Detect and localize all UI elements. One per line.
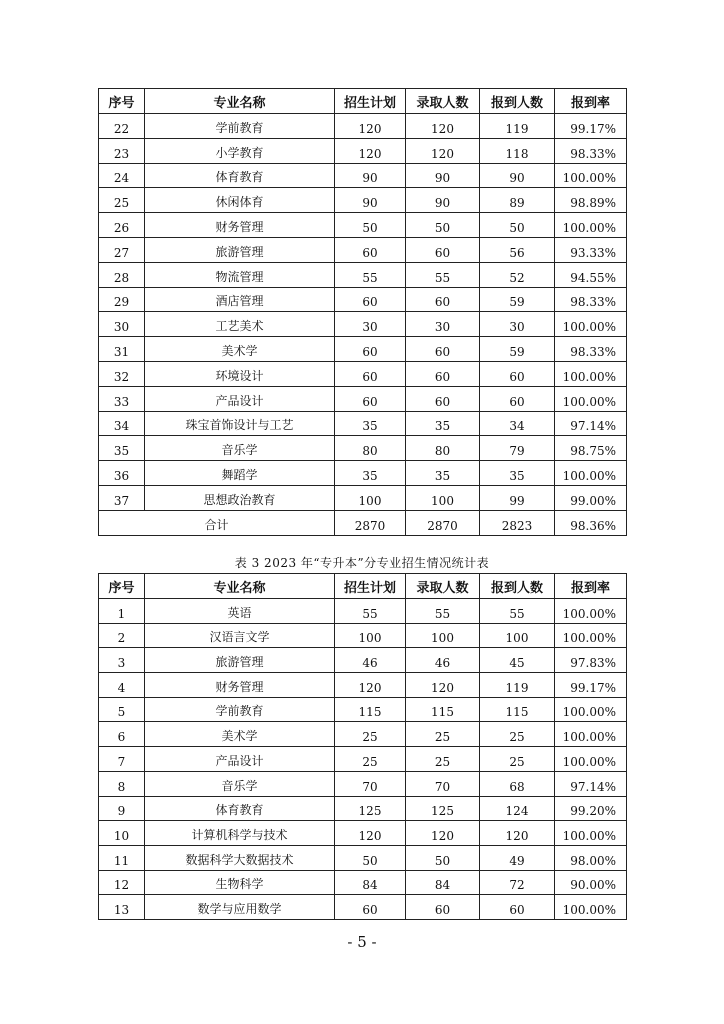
cell-plan: 25 — [335, 722, 406, 747]
cell-reported: 90 — [480, 163, 555, 188]
table-row — [99, 237, 627, 262]
cell-admitted: 100 — [406, 623, 480, 648]
cell-admitted: 120 — [406, 138, 480, 163]
cell-reported: 59 — [480, 287, 555, 312]
cell-plan: 46 — [335, 648, 406, 673]
cell-reported: 89 — [480, 188, 555, 213]
header-major: 专业名称 — [145, 574, 335, 599]
cell-admitted: 70 — [406, 771, 480, 796]
table-row — [99, 188, 627, 213]
cell-index: 2 — [99, 623, 145, 648]
cell-rate: 98.33% — [555, 287, 627, 312]
cell-major: 旅游管理 — [145, 237, 335, 262]
cell-admitted: 125 — [406, 796, 480, 821]
cell-major: 小学教育 — [145, 138, 335, 163]
cell-major: 学前教育 — [145, 114, 335, 139]
cell-rate: 100.00% — [555, 747, 627, 772]
header-index: 序号 — [99, 89, 145, 114]
cell-admitted: 84 — [406, 870, 480, 895]
header-reported: 报到人数 — [480, 574, 555, 599]
table-row — [99, 138, 627, 163]
table-row — [99, 821, 627, 846]
cell-rate: 98.33% — [555, 138, 627, 163]
table-row — [99, 114, 627, 139]
cell-admitted: 55 — [406, 262, 480, 287]
cell-reported: 60 — [480, 895, 555, 920]
cell-reported: 25 — [480, 747, 555, 772]
cell-index: 11 — [99, 845, 145, 870]
upgrade-enrollment-table — [98, 573, 627, 920]
table-row — [99, 697, 627, 722]
cell-reported: 55 — [480, 599, 555, 624]
cell-rate: 100.00% — [555, 821, 627, 846]
cell-major: 英语 — [145, 599, 335, 624]
cell-plan: 35 — [335, 461, 406, 486]
cell-index: 35 — [99, 436, 145, 461]
table-row — [99, 436, 627, 461]
total-label: 合计 — [99, 510, 335, 535]
cell-index: 3 — [99, 648, 145, 673]
cell-major: 产品设计 — [145, 747, 335, 772]
cell-major: 汉语言文学 — [145, 623, 335, 648]
cell-rate: 100.00% — [555, 599, 627, 624]
cell-rate: 98.33% — [555, 337, 627, 362]
cell-index: 1 — [99, 599, 145, 624]
total-reported: 2823 — [480, 510, 555, 535]
cell-index: 24 — [99, 163, 145, 188]
cell-major: 学前教育 — [145, 697, 335, 722]
cell-plan: 115 — [335, 697, 406, 722]
cell-index: 36 — [99, 461, 145, 486]
table-row — [99, 485, 627, 510]
cell-major: 产品设计 — [145, 386, 335, 411]
cell-admitted: 80 — [406, 436, 480, 461]
cell-reported: 124 — [480, 796, 555, 821]
cell-major: 生物科学 — [145, 870, 335, 895]
table-header-row — [99, 574, 627, 599]
cell-reported: 49 — [480, 845, 555, 870]
cell-major: 工艺美术 — [145, 312, 335, 337]
total-rate: 98.36% — [555, 510, 627, 535]
table-row — [99, 337, 627, 362]
cell-plan: 55 — [335, 262, 406, 287]
table-row — [99, 845, 627, 870]
header-plan: 招生计划 — [335, 89, 406, 114]
cell-plan: 35 — [335, 411, 406, 436]
cell-index: 25 — [99, 188, 145, 213]
cell-plan: 90 — [335, 163, 406, 188]
cell-plan: 60 — [335, 361, 406, 386]
table-row — [99, 722, 627, 747]
cell-index: 26 — [99, 213, 145, 238]
cell-rate: 99.20% — [555, 796, 627, 821]
cell-major: 舞蹈学 — [145, 461, 335, 486]
table-row — [99, 262, 627, 287]
cell-admitted: 35 — [406, 461, 480, 486]
cell-reported: 118 — [480, 138, 555, 163]
cell-admitted: 120 — [406, 114, 480, 139]
cell-index: 27 — [99, 237, 145, 262]
cell-admitted: 25 — [406, 722, 480, 747]
cell-admitted: 46 — [406, 648, 480, 673]
cell-rate: 100.00% — [555, 895, 627, 920]
cell-admitted: 30 — [406, 312, 480, 337]
cell-rate: 100.00% — [555, 697, 627, 722]
table-row — [99, 163, 627, 188]
cell-rate: 100.00% — [555, 623, 627, 648]
cell-plan: 60 — [335, 386, 406, 411]
cell-plan: 84 — [335, 870, 406, 895]
cell-admitted: 35 — [406, 411, 480, 436]
cell-admitted: 60 — [406, 237, 480, 262]
cell-index: 12 — [99, 870, 145, 895]
cell-major: 环境设计 — [145, 361, 335, 386]
cell-index: 8 — [99, 771, 145, 796]
cell-index: 30 — [99, 312, 145, 337]
cell-index: 31 — [99, 337, 145, 362]
cell-major: 酒店管理 — [145, 287, 335, 312]
cell-rate: 99.17% — [555, 114, 627, 139]
table-row — [99, 287, 627, 312]
cell-plan: 100 — [335, 485, 406, 510]
cell-major: 音乐学 — [145, 771, 335, 796]
cell-major: 物流管理 — [145, 262, 335, 287]
page-number: - 5 - — [347, 933, 377, 951]
cell-rate: 100.00% — [555, 361, 627, 386]
cell-index: 34 — [99, 411, 145, 436]
cell-plan: 90 — [335, 188, 406, 213]
cell-rate: 100.00% — [555, 163, 627, 188]
total-row — [99, 510, 627, 535]
cell-reported: 56 — [480, 237, 555, 262]
cell-rate: 90.00% — [555, 870, 627, 895]
cell-reported: 45 — [480, 648, 555, 673]
cell-major: 数据科学大数据技术 — [145, 845, 335, 870]
cell-reported: 30 — [480, 312, 555, 337]
cell-rate: 98.75% — [555, 436, 627, 461]
cell-admitted: 90 — [406, 163, 480, 188]
table-row — [99, 747, 627, 772]
cell-plan: 125 — [335, 796, 406, 821]
cell-rate: 100.00% — [555, 722, 627, 747]
cell-major: 美术学 — [145, 722, 335, 747]
cell-admitted: 60 — [406, 287, 480, 312]
cell-index: 28 — [99, 262, 145, 287]
header-rate: 报到率 — [555, 89, 627, 114]
cell-reported: 115 — [480, 697, 555, 722]
table-row — [99, 796, 627, 821]
cell-index: 23 — [99, 138, 145, 163]
cell-index: 5 — [99, 697, 145, 722]
total-plan: 2870 — [335, 510, 406, 535]
cell-admitted: 120 — [406, 821, 480, 846]
cell-rate: 100.00% — [555, 312, 627, 337]
cell-plan: 60 — [335, 237, 406, 262]
cell-reported: 25 — [480, 722, 555, 747]
cell-reported: 100 — [480, 623, 555, 648]
cell-reported: 59 — [480, 337, 555, 362]
cell-major: 美术学 — [145, 337, 335, 362]
cell-reported: 120 — [480, 821, 555, 846]
cell-reported: 119 — [480, 673, 555, 698]
cell-reported: 79 — [480, 436, 555, 461]
cell-major: 音乐学 — [145, 436, 335, 461]
table-row — [99, 361, 627, 386]
cell-reported: 34 — [480, 411, 555, 436]
table-row — [99, 673, 627, 698]
cell-major: 数学与应用数学 — [145, 895, 335, 920]
table3-caption: 表 3 2023 年“专升本”分专业招生情况统计表 — [234, 556, 490, 570]
cell-reported: 119 — [480, 114, 555, 139]
table-row — [99, 386, 627, 411]
cell-rate: 93.33% — [555, 237, 627, 262]
table-row — [99, 895, 627, 920]
cell-rate: 98.00% — [555, 845, 627, 870]
cell-rate: 97.14% — [555, 411, 627, 436]
cell-plan: 80 — [335, 436, 406, 461]
cell-plan: 120 — [335, 138, 406, 163]
cell-admitted: 55 — [406, 599, 480, 624]
cell-plan: 120 — [335, 821, 406, 846]
cell-index: 9 — [99, 796, 145, 821]
cell-plan: 70 — [335, 771, 406, 796]
cell-plan: 120 — [335, 114, 406, 139]
table-row — [99, 648, 627, 673]
cell-rate: 100.00% — [555, 386, 627, 411]
table-row — [99, 623, 627, 648]
cell-index: 33 — [99, 386, 145, 411]
cell-reported: 52 — [480, 262, 555, 287]
cell-reported: 99 — [480, 485, 555, 510]
cell-major: 体育教育 — [145, 163, 335, 188]
cell-plan: 55 — [335, 599, 406, 624]
table-header-row — [99, 89, 627, 114]
cell-plan: 60 — [335, 895, 406, 920]
cell-plan: 60 — [335, 337, 406, 362]
cell-plan: 100 — [335, 623, 406, 648]
cell-admitted: 60 — [406, 895, 480, 920]
cell-index: 6 — [99, 722, 145, 747]
cell-rate: 100.00% — [555, 213, 627, 238]
header-plan: 招生计划 — [335, 574, 406, 599]
cell-rate: 98.89% — [555, 188, 627, 213]
cell-major: 计算机科学与技术 — [145, 821, 335, 846]
table-row — [99, 870, 627, 895]
header-index: 序号 — [99, 574, 145, 599]
cell-plan: 25 — [335, 747, 406, 772]
cell-admitted: 90 — [406, 188, 480, 213]
cell-index: 37 — [99, 485, 145, 510]
cell-major: 旅游管理 — [145, 648, 335, 673]
cell-reported: 50 — [480, 213, 555, 238]
header-admitted: 录取人数 — [406, 89, 480, 114]
cell-admitted: 60 — [406, 386, 480, 411]
cell-reported: 60 — [480, 361, 555, 386]
cell-plan: 50 — [335, 213, 406, 238]
cell-index: 29 — [99, 287, 145, 312]
cell-major: 思想政治教育 — [145, 485, 335, 510]
table-row — [99, 213, 627, 238]
cell-index: 7 — [99, 747, 145, 772]
cell-admitted: 50 — [406, 213, 480, 238]
table-row — [99, 312, 627, 337]
cell-rate: 97.83% — [555, 648, 627, 673]
cell-admitted: 25 — [406, 747, 480, 772]
enrollment-table-continued — [98, 88, 627, 536]
cell-admitted: 60 — [406, 361, 480, 386]
cell-admitted: 100 — [406, 485, 480, 510]
table-row — [99, 461, 627, 486]
table-row — [99, 771, 627, 796]
header-reported: 报到人数 — [480, 89, 555, 114]
cell-reported: 60 — [480, 386, 555, 411]
cell-rate: 99.00% — [555, 485, 627, 510]
cell-major: 财务管理 — [145, 213, 335, 238]
table-row — [99, 599, 627, 624]
cell-major: 休闲体育 — [145, 188, 335, 213]
header-rate: 报到率 — [555, 574, 627, 599]
total-admitted: 2870 — [406, 510, 480, 535]
cell-plan: 120 — [335, 673, 406, 698]
cell-admitted: 50 — [406, 845, 480, 870]
cell-plan: 60 — [335, 287, 406, 312]
cell-plan: 30 — [335, 312, 406, 337]
cell-major: 体育教育 — [145, 796, 335, 821]
cell-major: 财务管理 — [145, 673, 335, 698]
cell-rate: 99.17% — [555, 673, 627, 698]
header-admitted: 录取人数 — [406, 574, 480, 599]
header-major: 专业名称 — [145, 89, 335, 114]
cell-admitted: 115 — [406, 697, 480, 722]
cell-index: 13 — [99, 895, 145, 920]
cell-major: 珠宝首饰设计与工艺 — [145, 411, 335, 436]
cell-reported: 72 — [480, 870, 555, 895]
cell-admitted: 60 — [406, 337, 480, 362]
cell-rate: 100.00% — [555, 461, 627, 486]
cell-plan: 50 — [335, 845, 406, 870]
cell-rate: 94.55% — [555, 262, 627, 287]
cell-index: 32 — [99, 361, 145, 386]
cell-admitted: 120 — [406, 673, 480, 698]
cell-rate: 97.14% — [555, 771, 627, 796]
cell-reported: 35 — [480, 461, 555, 486]
cell-reported: 68 — [480, 771, 555, 796]
cell-index: 4 — [99, 673, 145, 698]
cell-index: 10 — [99, 821, 145, 846]
cell-index: 22 — [99, 114, 145, 139]
table-row — [99, 411, 627, 436]
